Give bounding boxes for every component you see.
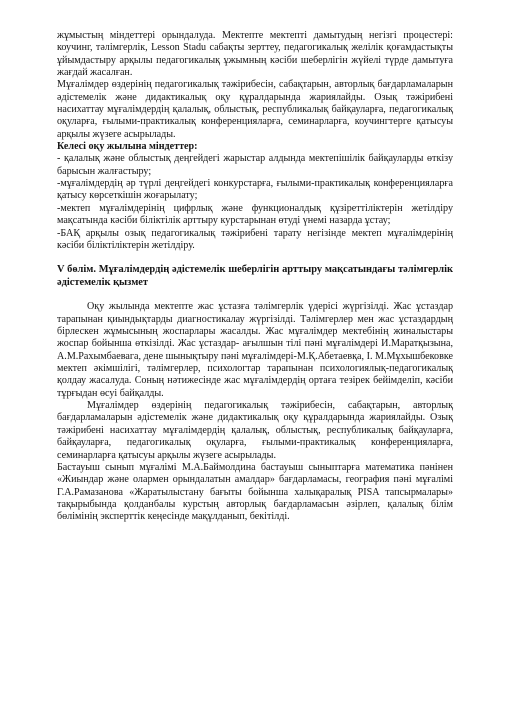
task-item: -БАҚ арқылы озық педагогикалық тәжірибені тарату негізінде мектеп мұғалімдерінің кәсіби біліктіліктерін жетілдіру.: [57, 227, 453, 251]
tasks-heading: Келесі оқу жылына міндеттер:: [57, 141, 198, 153]
paragraph-teacher-experience-2: Мұғалімдер өздерінің педагогикалық тәжірибесін, сабақтарын, авторлық бағдарламаларын әдістемелік және дидактикалық оқу құралдарында жариялайды. Озық тәжірибені насихаттау мұғалімдердің қалалық, облыстық, республикалық байқауларға, байқауларға, педагогикалық оқуларға, ғылыми-практикалық конференцияларға, семинарларға қатысуы арқылы жүзеге асырылады.: [57, 400, 453, 461]
task-item: - қалалық және облыстық деңгейдегі жарыстар алдында мектепішілік байқауларды өткізу барысын жалғастыру;: [57, 153, 453, 177]
task-item: -мұғалімдердің әр түрлі деңгейдегі конкурстарға, ғылыми-практикалық конференцияларға қатысу көрсеткішін жоғарылату;: [57, 178, 453, 202]
paragraph-intro-continuation: жұмыстың міндеттері орындалуда. Мектепте мектепті дамытудың негізгі процестері: коучинг, тәлімгерлік, Lesson Stadu сабақты зерттеу, педагогикалық желілік қоғамдастықты ұйымдастыру арқылы педагогикалық ұжымның кәсіби шеберлігін жүйелі түрде дамытуға жағдай жасалған.: [57, 30, 453, 79]
section-title: V бөлім. Мұғалімдердің әдістемелік шеберлігін арттыру мақсатындағы тәлімгерлік әдістемелік қызмет: [57, 264, 453, 288]
paragraph-program: Бастауыш сынып мұғалімі М.А.Баймолдина бастауыш сыныптарға математика пәнінен «Жиындар және олармен орындалатын амалдар» бағдарламасы, география пәні мұғалімі Г.А.Рамазанова «Жаратылыстану бағыты бойынша халықаралық PISA тапсырмалары» тақырыбында қолданбалы курстың авторлық бағдарламасын әзірлеп, қалалық білім бөлімінің эксперттік кеңесінде мақұлданып, бекітілді.: [57, 461, 453, 523]
paragraph-teacher-experience: Мұғалімдер өздерінің педагогикалық тәжірибесін, сабақтарын, авторлық бағдарламаларын әдістемелік және дидактикалық оқу құралдарында жариялайды. Озық тәжірибені насихаттау мұғалімдердің қалалық, облыстық, республикалық байқауларға, педагогикалық оқуларға, ғылыми-практикалық конференцияларға, семинарларға, коучингтерге қатысуы арқылы жүзеге асырылады.: [57, 79, 453, 140]
task-item: -мектеп мұғалімдерінің цифрлық және функционалдық құзіреттіліктерін жетілдіру мақсатында кәсіби біліктілік арттыру курстарынан өтуді үнемі назарда ұстау;: [57, 202, 453, 227]
paragraph-mentoring: Оқу жылында мектепте жас ұстазға тәлімгерлік үдерісі жүргізілді. Жас ұстаздар тарапынан қиындықтарды диагностикалау жүргізілді. Тәлімгерлер мен жас ұстаздардың бірлескен жұмысының жоспарлары жасалды. Жас мұғалімдер мектебінің жиналыстары жоспар бойынша өткізілді. Жас ұстаздар- ағылшын тілі пәні мұғалімдері И.Маратқызына, А.М.Рахымбаевага, дене шынықтыру пәні мұғалімдері-М.Қ.Абетаевқа, І. М.Мұхышбековке мектеп әкімшілігі, тәлімгерлер, психологтар тарапынан психологиялық-педагогикалық қолдау жасалуда. Соның нәтижесінде жас мұғалімдердің ортаға тезірек бейімделіп, кәсіби тұрғыдан өсуі байқалды.: [57, 301, 453, 399]
